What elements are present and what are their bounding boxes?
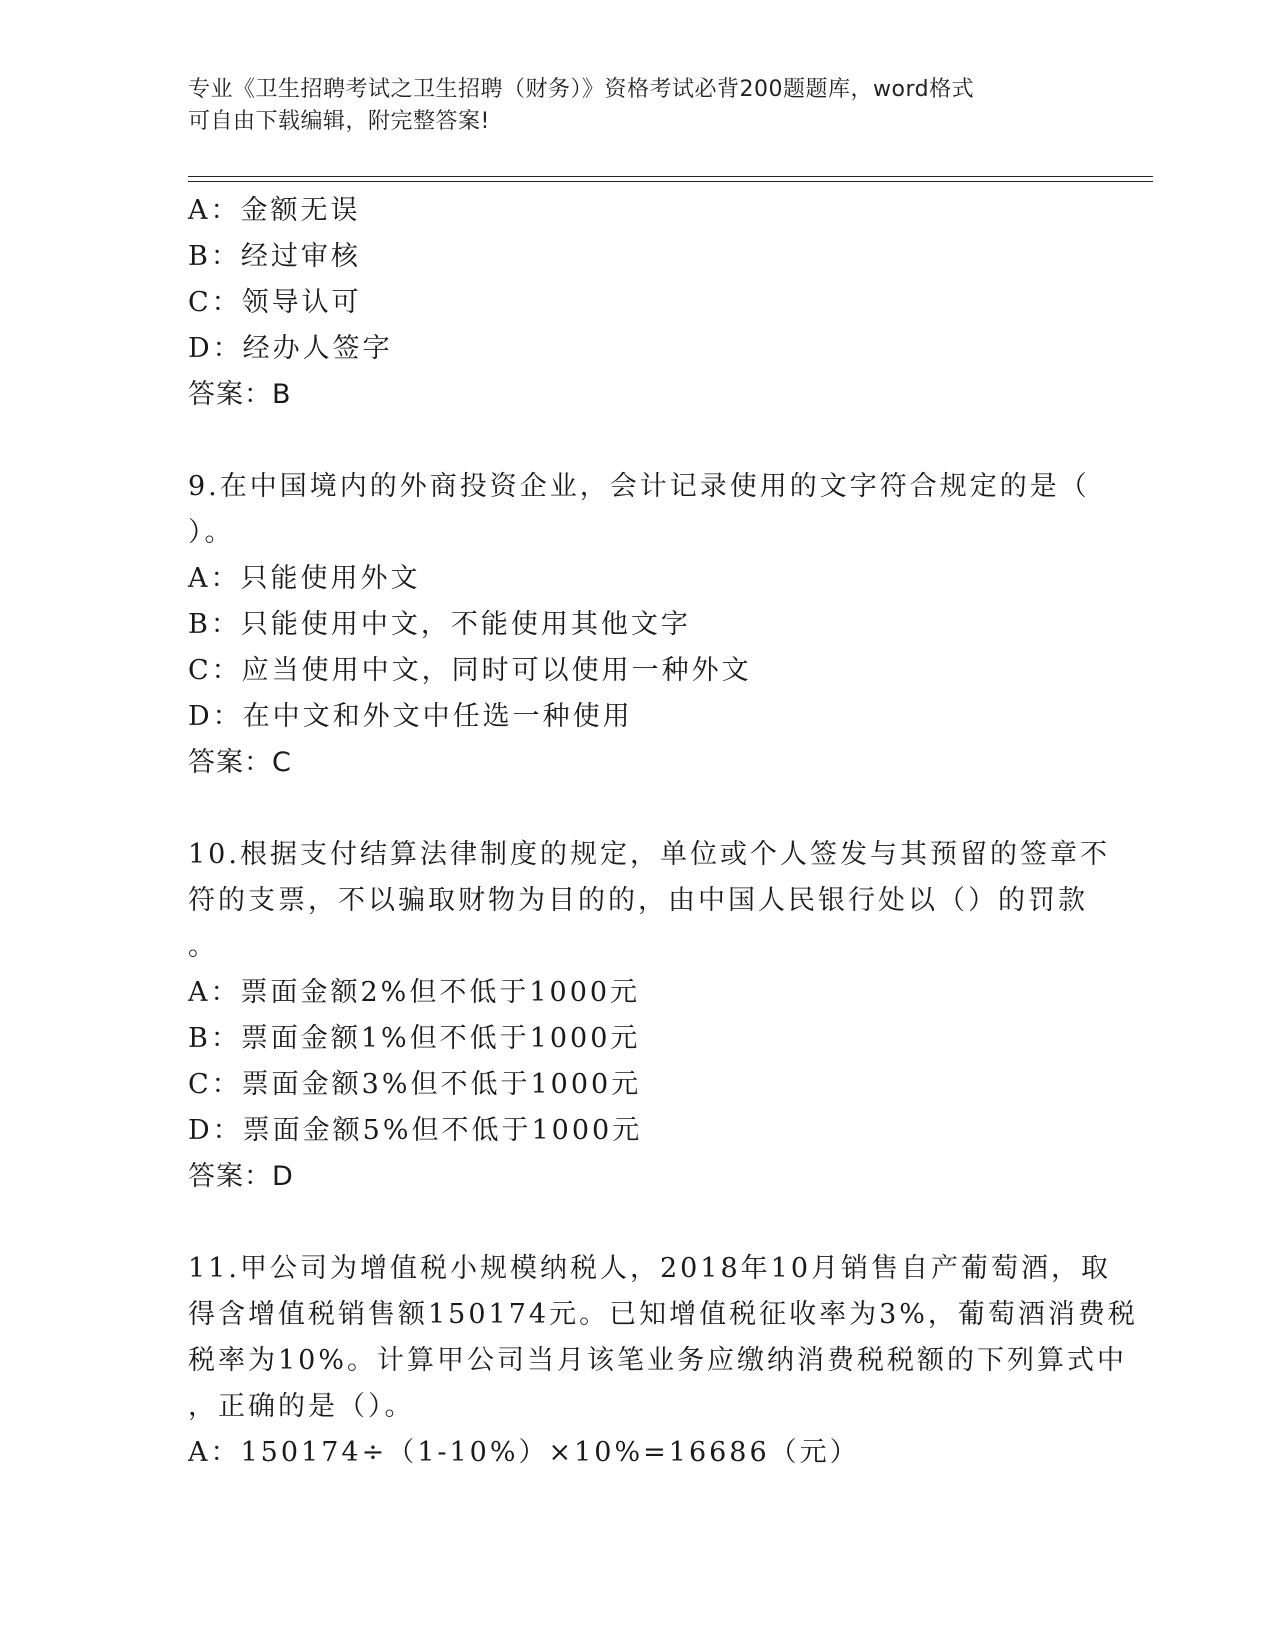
question-stem: ，正确的是（）。 [188,1391,415,1422]
question-10 [188,832,1110,1200]
option-a: A：票面金额2%但不低于1000元 [188,977,641,1008]
question-8 [188,188,1088,418]
header-line-2: 可自由下载编辑，附完整答案! [188,109,490,134]
answer: 答案：B [188,379,292,410]
document-header [188,74,1088,138]
option-d: D：票面金额5%但不低于1000元 [188,1115,643,1146]
header-divider-top [188,176,1153,177]
question-stem: 11.甲公司为增值税小规模纳税人，2018年10月销售自产葡萄酒，取 [188,1253,1112,1284]
answer: 答案：C [188,747,292,778]
question-stem: 税率为10%。计算甲公司当月该笔业务应缴纳消费税税额的下列算式中 [188,1345,1128,1376]
option-d: D：经办人签字 [188,333,393,364]
option-a: A：只能使用外文 [188,563,421,594]
option-c: C：领导认可 [188,287,362,318]
option-c: C：票面金额3%但不低于1000元 [188,1069,642,1100]
answer: 答案：D [188,1161,294,1192]
question-stem: ）。 [188,517,235,548]
spacer [188,786,1088,832]
question-stem: 符的支票，不以骗取财物为目的的，由中国人民银行处以（）的罚款 [188,885,1088,916]
spacer [188,1200,1088,1246]
question-stem: 得含增值税销售额150174元。已知增值税征收率为3%，葡萄酒消费税 [188,1299,1138,1330]
question-stem: 10.根据支付结算法律制度的规定，单位或个人签发与其预留的签章不 [188,839,1110,870]
header-divider-bottom [188,181,1153,182]
option-b: B：经过审核 [188,241,361,272]
option-a: A：150174÷（1-10%）×10%=16686（元） [188,1437,860,1468]
option-b: B：票面金额1%但不低于1000元 [188,1023,641,1054]
option-c: C：应当使用中文，同时可以使用一种外文 [188,655,752,686]
question-9 [188,464,1088,786]
option-a: A：金额无误 [188,195,361,226]
question-content [188,188,1138,1476]
question-stem: 9.在中国境内的外商投资企业，会计记录使用的文字符合规定的是（ [188,471,1090,502]
spacer [188,418,1088,464]
question-11 [188,1246,1138,1476]
question-stem: 。 [188,931,218,962]
option-b: B：只能使用中文，不能使用其他文字 [188,609,691,640]
option-d: D：在中文和外文中任选一种使用 [188,701,633,732]
header-line-1: 专业《卫生招聘考试之卫生招聘（财务）》资格考试必背200题题库，word格式 [188,77,975,102]
